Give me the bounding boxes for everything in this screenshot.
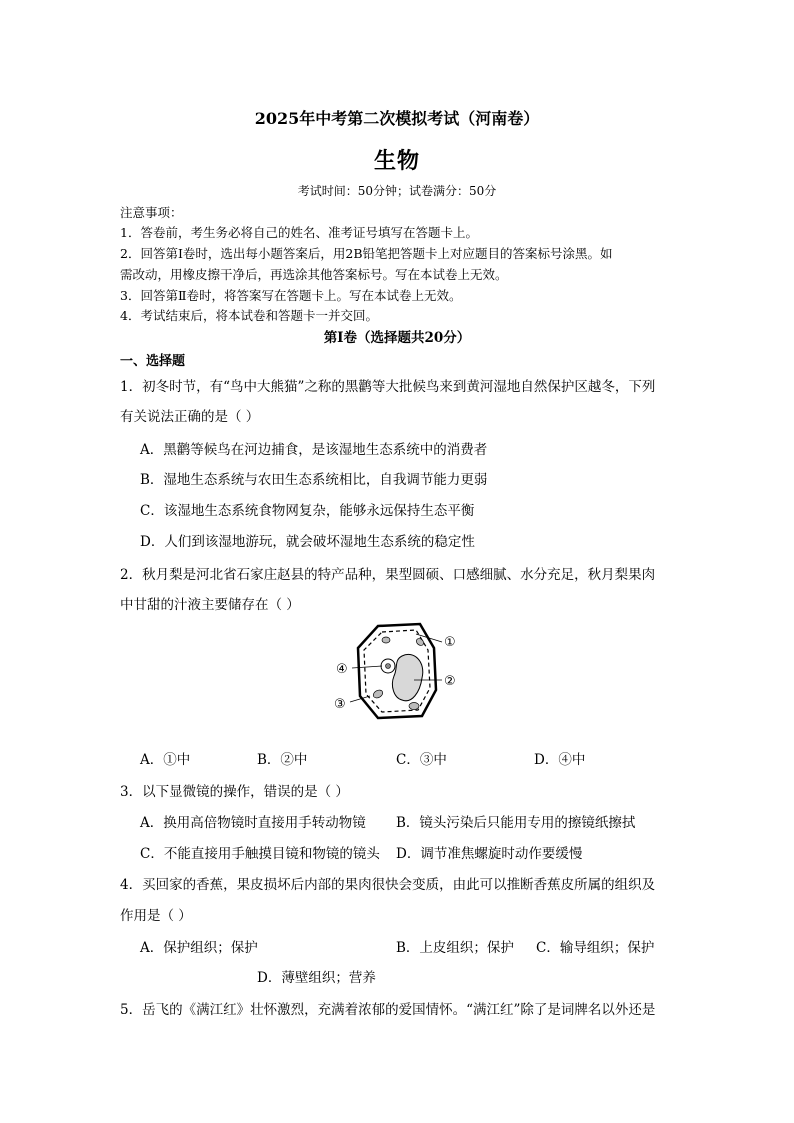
question-stem: 5．岳飞的《满江红》壮怀激烈，充满着浓郁的爱国情怀。“满江红”除了是词牌名以外还是: [120, 1002, 656, 1018]
chloroplast: [372, 688, 384, 699]
option-c: C．③中: [396, 752, 447, 768]
option-a: A．黑鹳等候鸟在河边捕食，是该湿地生态系统中的消费者: [140, 442, 488, 458]
note-item: 3．回答第Ⅱ卷时，将答案写在答题卡上。写在本试卷上无效。: [120, 288, 462, 303]
subject-title: 生物: [373, 148, 420, 174]
plant-cell-figure: [330, 620, 470, 722]
chloroplast: [415, 637, 425, 647]
option-b: B．湿地生态系统与农田生态系统相比，自我调节能力更弱: [140, 472, 488, 488]
option-a: A．换用高倍物镜时直接用手转动物镜: [140, 815, 366, 831]
option-d: D．调节准焦螺旋时动作要缓慢: [396, 846, 583, 862]
option-c: C．不能直接用手触摸目镜和物镜的镜头: [140, 846, 380, 862]
notes-heading: 注意事项：: [120, 205, 183, 220]
option-b: B．上皮组织；保护: [396, 940, 514, 956]
note-item: 2．回答第Ⅰ卷时，选出每小题答案后，用2B铅笔把答题卡上对应题目的答案标号涂黑。如: [120, 246, 613, 261]
question-stem: 作用是（ ）: [120, 908, 192, 924]
question-stem: 4．买回家的香蕉，果皮损坏后内部的果肉很快会变质，由此可以推断香蕉皮所属的组织及: [120, 877, 656, 893]
option-d: D．④中: [534, 752, 586, 768]
figure-label: ④: [336, 662, 348, 677]
option-b: B．②中: [257, 752, 308, 768]
option-a: A．①中: [140, 752, 191, 768]
question-stem: 3．以下显微镜的操作，错误的是（ ）: [120, 784, 349, 800]
chloroplast: [409, 703, 419, 710]
option-b: B．镜头污染后只能用专用的擦镜纸擦拭: [396, 815, 636, 831]
figure-label: ①: [444, 635, 456, 650]
option-c: C．输导组织；保护: [536, 940, 655, 956]
question-stem: 1．初冬时节，有“鸟中大熊猫”之称的黑鹳等大批候鸟来到黄河湿地自然保护区越冬，下列: [120, 379, 656, 395]
vacuole: [392, 654, 422, 700]
figure-label: ②: [444, 674, 456, 689]
option-d: D．人们到该湿地游玩，就会破坏湿地生态系统的稳定性: [140, 534, 475, 550]
chloroplast: [382, 637, 390, 643]
exam-meta: 考试时间：50分钟；试卷满分：50分: [297, 184, 497, 198]
exam-title: 2025年中考第二次模拟考试（河南卷）: [254, 109, 540, 128]
note-item: 需改动，用橡皮擦干净后，再选涂其他答案标号。写在本试卷上无效。: [120, 267, 508, 282]
option-d: D．薄壁组织；营养: [257, 970, 376, 986]
question-stem: 中甘甜的汁液主要储存在（ ）: [120, 597, 300, 613]
question-stem: 2．秋月梨是河北省石家庄赵县的特产品种，果型圆硕、口感细腻、水分充足，秋月梨果肉: [120, 567, 656, 583]
section-heading: 一、选择题: [120, 354, 186, 369]
question-stem: 有关说法正确的是（ ）: [120, 409, 260, 425]
option-c: C．该湿地生态系统食物网复杂，能够永远保持生态平衡: [140, 503, 475, 519]
note-item: 1．答卷前，考生务必将自己的姓名、准考证号填写在答题卡上。: [120, 225, 478, 240]
note-item: 4．考试结束后，将本试卷和答题卡一并交回。: [120, 308, 378, 323]
section-title: 第Ⅰ卷（选择题共20分）: [323, 330, 471, 346]
option-a: A．保护组织；保护: [140, 940, 258, 956]
figure-label: ③: [334, 697, 346, 712]
